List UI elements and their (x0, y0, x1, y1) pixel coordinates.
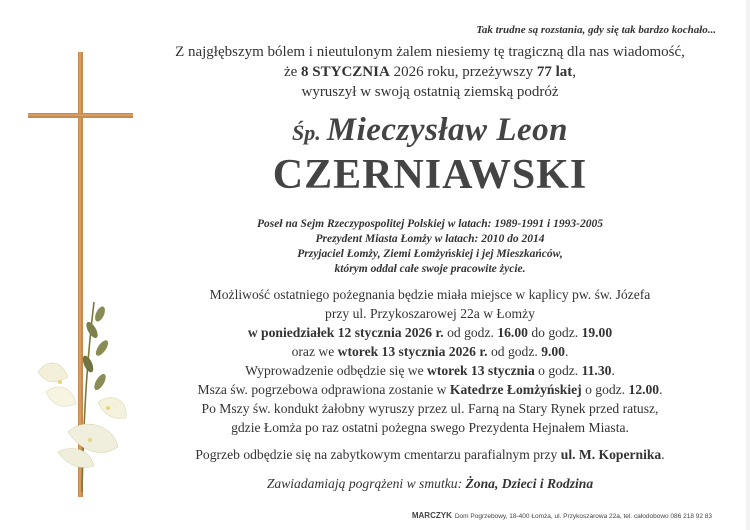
details-line: Możliwość ostatniego pożegnania będzie miała miejsce w kaplicy pw. św. Józefa (209, 287, 651, 302)
first-names: Mieczysław Leon (326, 112, 568, 148)
details-line: gdzie Łomża po raz ostatni pożegna swego Prezydenta Hejnałem Miasta. (231, 420, 629, 435)
details-line: Wyprowadzenie odbędzie się we wtorek 13 stycznia o godz. 11.30. (245, 363, 615, 378)
details-line: przy ul. Przykoszarowej 22a w Łomży (325, 306, 535, 321)
family-names: Żona, Dzieci i Rodzina (465, 476, 594, 491)
intro-line-2: że 8 STYCZNIA 2026 roku, przeżywszy 77 lat, (283, 64, 577, 80)
details-line: Msza św. pogrzebowa odprawiona zostanie w Katedrze Łomżyńskiej o godz. 12.00. (197, 382, 663, 397)
page-edge (746, 0, 750, 530)
surname: CZERNIAWSKI (272, 152, 588, 198)
funeral-info: Pogrzeb odbędzie się na zabytkowym cmentarzu parafialnym przy ul. M. Kopernika. (195, 447, 665, 462)
cemetery-address: ul. M. Kopernika (560, 447, 662, 462)
titles-block (150, 217, 710, 277)
intro-line-3: wyruszył w swoją ostatnią ziemską podróż (301, 84, 559, 100)
intro-text (150, 42, 710, 102)
title-line: którym oddał całe swoje pracowite życie. (334, 263, 526, 275)
death-date: 8 STYCZNIA (301, 64, 390, 80)
funeral-home-info: Dom Pogrzebowy, 18-400 Łomża, ul. Przykoszarowa 22a, tel. całodobowo 086 218 92 83 (454, 513, 712, 520)
funeral-home-footer (412, 511, 712, 520)
obituary-content (150, 42, 710, 464)
details-line: oraz we wtorek 13 stycznia 2026 r. od godz. 9.00. (291, 344, 569, 359)
deceased-name (150, 112, 710, 149)
funeral-home-brand: MARCZYK (411, 511, 452, 520)
name-prefix: Śp. (292, 120, 321, 145)
motto: Tak trudne są rozstania, gdy się tak bardzo kochało... (476, 24, 716, 36)
title-line: Przyjaciel Łomży, Ziemi Łomżyńskiej i jej Mieszkańców, (297, 248, 563, 260)
details-line: Po Mszy św. kondukt żałobny wyruszy przez ul. Farną na Stary Rynek przed ratusz, (201, 401, 659, 416)
details-line: w poniedziałek 12 stycznia 2026 r. od godz. 16.00 do godz. 19.00 (247, 325, 613, 340)
intro-line-1: Z najgłębszym bólem i nieutulonym żalem niesiemy tę tragiczną dla nas wiadomość, (175, 44, 685, 60)
age: 77 lat (536, 64, 573, 80)
ceremony-details (150, 285, 710, 437)
title-line: Prezydent Miasta Łomży w latach: 2010 do 2014 (315, 233, 545, 245)
cross-with-lilies-image (28, 52, 138, 497)
title-line: Poseł na Sejm Rzeczypospolitej Polskiej w latach: 1989-1991 i 1993-2005 (257, 218, 603, 230)
signature: Zawiadamiają pogrążeni w smutku: Żona, Dzieci i Rodzina (266, 476, 594, 491)
